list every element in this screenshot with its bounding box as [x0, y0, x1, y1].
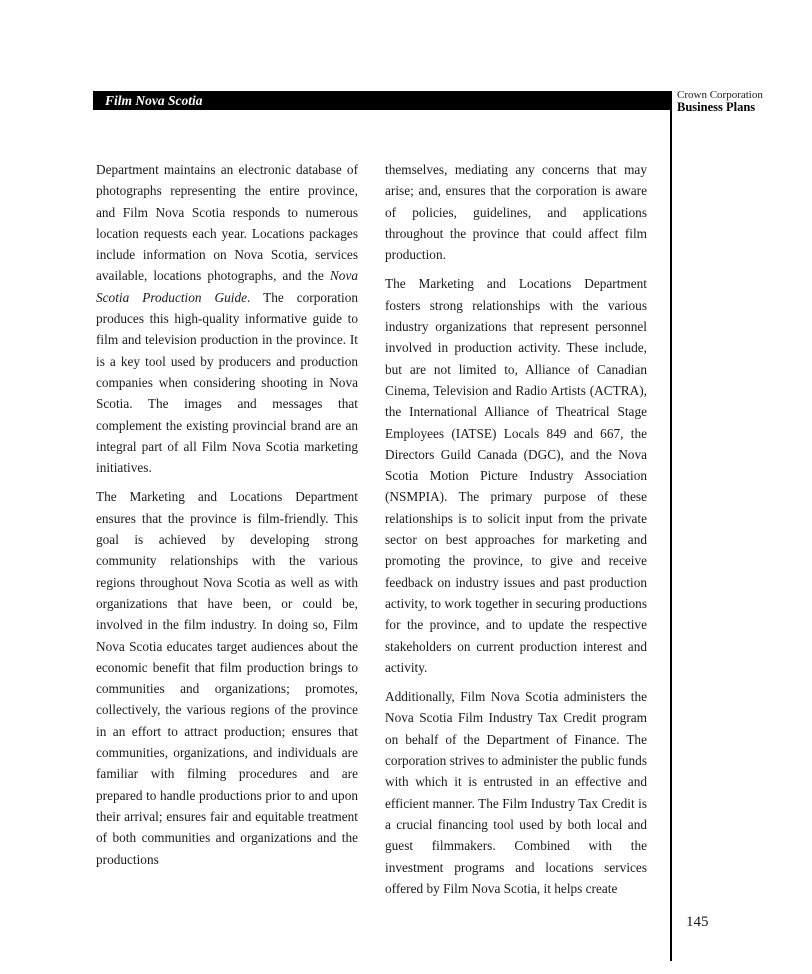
guide-title: Nova Scotia Production Guide [96, 268, 358, 305]
crown-corporation-label: Crown Corporation [677, 89, 763, 101]
paragraph: The Marketing and Locations Department fosters strong relationships with the various industry organizations that represent personnel involved in production activity. These include, but are not limited to, Alliance of Canadian Cinema, Television and Radio Artists (ACTRA), the International Alliance of Theatrical Stage Employees (IATSE) Locals 849 and 667, the Directors Guild Canada (DGC), and the Nova Scotia Motion Picture Industry Association (NSMPIA). The primary purpose of these relationships is to solicit input from the private sector on best approaches for marketing and promoting the province, to give and receive feedback on industry issues and past production activity, to work together in securing productions for the province, and to update the respective stakeholders on current production interest and activity. [385, 276, 647, 675]
business-plans-label: Business Plans [677, 100, 756, 114]
header-bar [93, 91, 670, 110]
section-title: Film Nova Scotia [105, 93, 203, 108]
paragraph [96, 159, 358, 478]
paragraph: The Marketing and Locations Department ensures that the province is film-friendly. This goal is achieved by developing strong community relationships with the various regions throughout Nova Scotia as well as with organizations that have been, or could be, involved in the film industry. In doing so, Film Nova Scotia educates target audiences about the economic benefit that film production brings to communities and organizations; promotes, collectively, the various regions of the province in an effort to attract production; ensures that communities, organizations, and individuals are familiar with filming procedures and are prepared to handle productions prior to and upon their arrival; ensures fair and equitable treatment of both communities and organizations and the productions [96, 489, 358, 867]
paragraph-text: . The corporation produces this high-quality informative guide to film and television production in the province. It is a key tool used by producers and production companies when considering shooting in Nova Scotia. The images and messages that complement the existing provincial brand are an integral part of all Film Nova Scotia marketing initiatives. [96, 289, 358, 476]
margin-divider [670, 91, 672, 961]
paragraph: themselves, mediating any concerns that may arise; and, ensures that the corporation is aware of policies, guidelines, and applications throughout the province that could affect film production. [385, 162, 647, 263]
page-number: 145 [686, 914, 709, 930]
paragraph-text: Department maintains an electronic database of photographs representing the entire province, and Film Nova Scotia responds to numerous location requests each year. Locations packages include information on Nova Scotia, services available, locations photographs, and the [96, 162, 358, 284]
right-column [385, 159, 647, 899]
paragraph: Additionally, Film Nova Scotia administers the Nova Scotia Film Industry Tax Credit program on behalf of the Department of Finance. The corporation strives to administer the public funds with which it is entrusted in an effective and efficient manner. The Film Industry Tax Credit is a crucial financing tool used by both local and guest filmmakers. Combined with the investment programs and locations services offered by Film Nova Scotia, it helps create [385, 689, 647, 896]
left-column [96, 159, 358, 870]
